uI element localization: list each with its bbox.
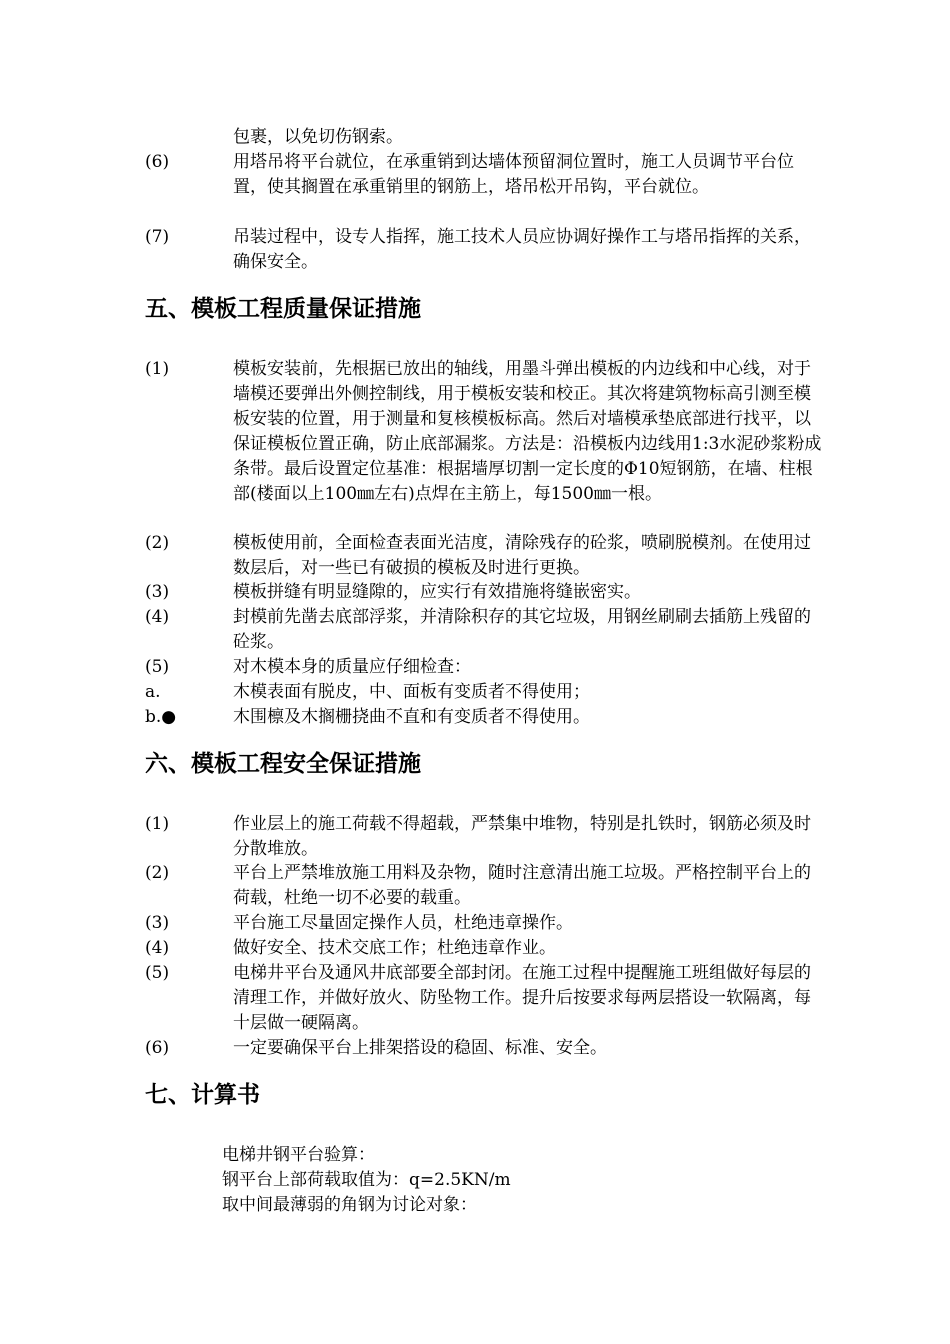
list-item: [145, 911, 825, 936]
item-text: 模板安装前，先根据已放出的轴线，用墨斗弹出模板的内边线和中心线，对于墙模还要弹出外侧控制线，用于模板安装和校正。其次将建筑物标高引测至模板安装的位置，用于测量和复核模板标高。然后对墙模承垫底部进行找平，以保证模板位置正确，防止底部漏浆。方法是：沿模板内边线用1:3水泥砂浆粉成条带。最后设置定位基准：根据墙厚切割一定长度的Φ10短钢筋，在墙、柱根部(楼面以上100㎜左右)点焊在主筋上，每1500㎜一根。: [233, 359, 822, 504]
item-text: 用塔吊将平台就位，在承重销到达墙体预留洞位置时，施工人员调节平台位置，使其搁置在承重销里的钢筋上，塔吊松开吊钩，平台就位。: [233, 152, 794, 197]
list-item: [145, 225, 825, 275]
list-item: [145, 580, 825, 605]
list-item: [145, 150, 825, 200]
list-item: [145, 357, 825, 507]
item-text: 模板拼缝有明显缝隙的，应实行有效措施将缝嵌密实。: [233, 582, 641, 602]
section-7-heading: 七、计算书: [145, 1081, 260, 1108]
list-item: [145, 531, 825, 581]
item-number: (5): [145, 657, 170, 677]
list-item: [145, 680, 825, 705]
item-number: (3): [145, 913, 170, 933]
item-text: 封模前先凿去底部浮浆，并清除积存的其它垃圾，用钢丝刷刷去插筋上残留的砼浆。: [233, 607, 811, 652]
continuation-text: 包裹，以免切伤钢索。: [233, 127, 403, 147]
item-text: 电梯井平台及通风井底部要全部封闭。在施工过程中提醒施工班组做好每层的清理工作，并做好放火、防坠物工作。提升后按要求每两层搭设一软隔离，每十层做一硬隔离。: [233, 963, 811, 1033]
item-number: (3): [145, 582, 170, 602]
item-number: (2): [145, 863, 170, 883]
item-number: (7): [145, 227, 170, 247]
list-item: [145, 812, 825, 862]
item-text: 平台施工尽量固定操作人员，杜绝违章操作。: [233, 913, 573, 933]
item-number: (1): [145, 359, 170, 379]
section-6-heading: 六、模板工程安全保证措施: [145, 750, 421, 777]
item-number: (5): [145, 963, 170, 983]
list-item: [145, 961, 825, 1036]
item-text: 作业层上的施工荷载不得超载，严禁集中堆物，特别是扎铁时，钢筋必须及时分散堆放。: [233, 814, 811, 859]
calc-line: 取中间最薄弱的角钢为讨论对象：: [222, 1195, 477, 1215]
calc-line: 电梯井钢平台验算：: [222, 1145, 375, 1165]
list-item: [145, 861, 825, 911]
item-text: 木围檩及木搁栅挠曲不直和有变质者不得使用。: [233, 707, 590, 727]
item-number: (2): [145, 533, 170, 553]
list-item: [145, 655, 825, 680]
list-item: [145, 705, 825, 730]
item-number: (6): [145, 152, 170, 172]
item-text: 平台上严禁堆放施工用料及杂物，随时注意清出施工垃圾。严格控制平台上的荷载，杜绝一切不必要的载重。: [233, 863, 811, 908]
item-number: (6): [145, 1038, 170, 1058]
item-text: 一定要确保平台上排架搭设的稳固、标准、安全。: [233, 1038, 607, 1058]
calc-line: 钢平台上部荷载取值为：q=2.5KN/m: [222, 1170, 511, 1190]
item-number: a.: [145, 682, 161, 702]
item-number: (4): [145, 607, 170, 627]
list-item: [145, 605, 825, 655]
list-item: [145, 936, 825, 961]
item-number: (1): [145, 814, 170, 834]
item-text: 模板使用前，全面检查表面光洁度，清除残存的砼浆，喷刷脱模剂。在使用过数层后，对一些已有破损的模板及时进行更换。: [233, 533, 811, 578]
item-number: b.●: [145, 707, 177, 727]
item-text: 木模表面有脱皮，中、面板有变质者不得使用；: [233, 682, 590, 702]
section-5-heading: 五、模板工程质量保证措施: [145, 295, 421, 322]
item-text: 对木模本身的质量应仔细检查：: [233, 657, 471, 677]
item-number: (4): [145, 938, 170, 958]
item-text: 做好安全、技术交底工作；杜绝违章作业。: [233, 938, 556, 958]
list-item: [145, 1036, 825, 1061]
item-text: 吊装过程中，设专人指挥，施工技术人员应协调好操作工与塔吊指挥的关系，确保安全。: [233, 227, 811, 272]
